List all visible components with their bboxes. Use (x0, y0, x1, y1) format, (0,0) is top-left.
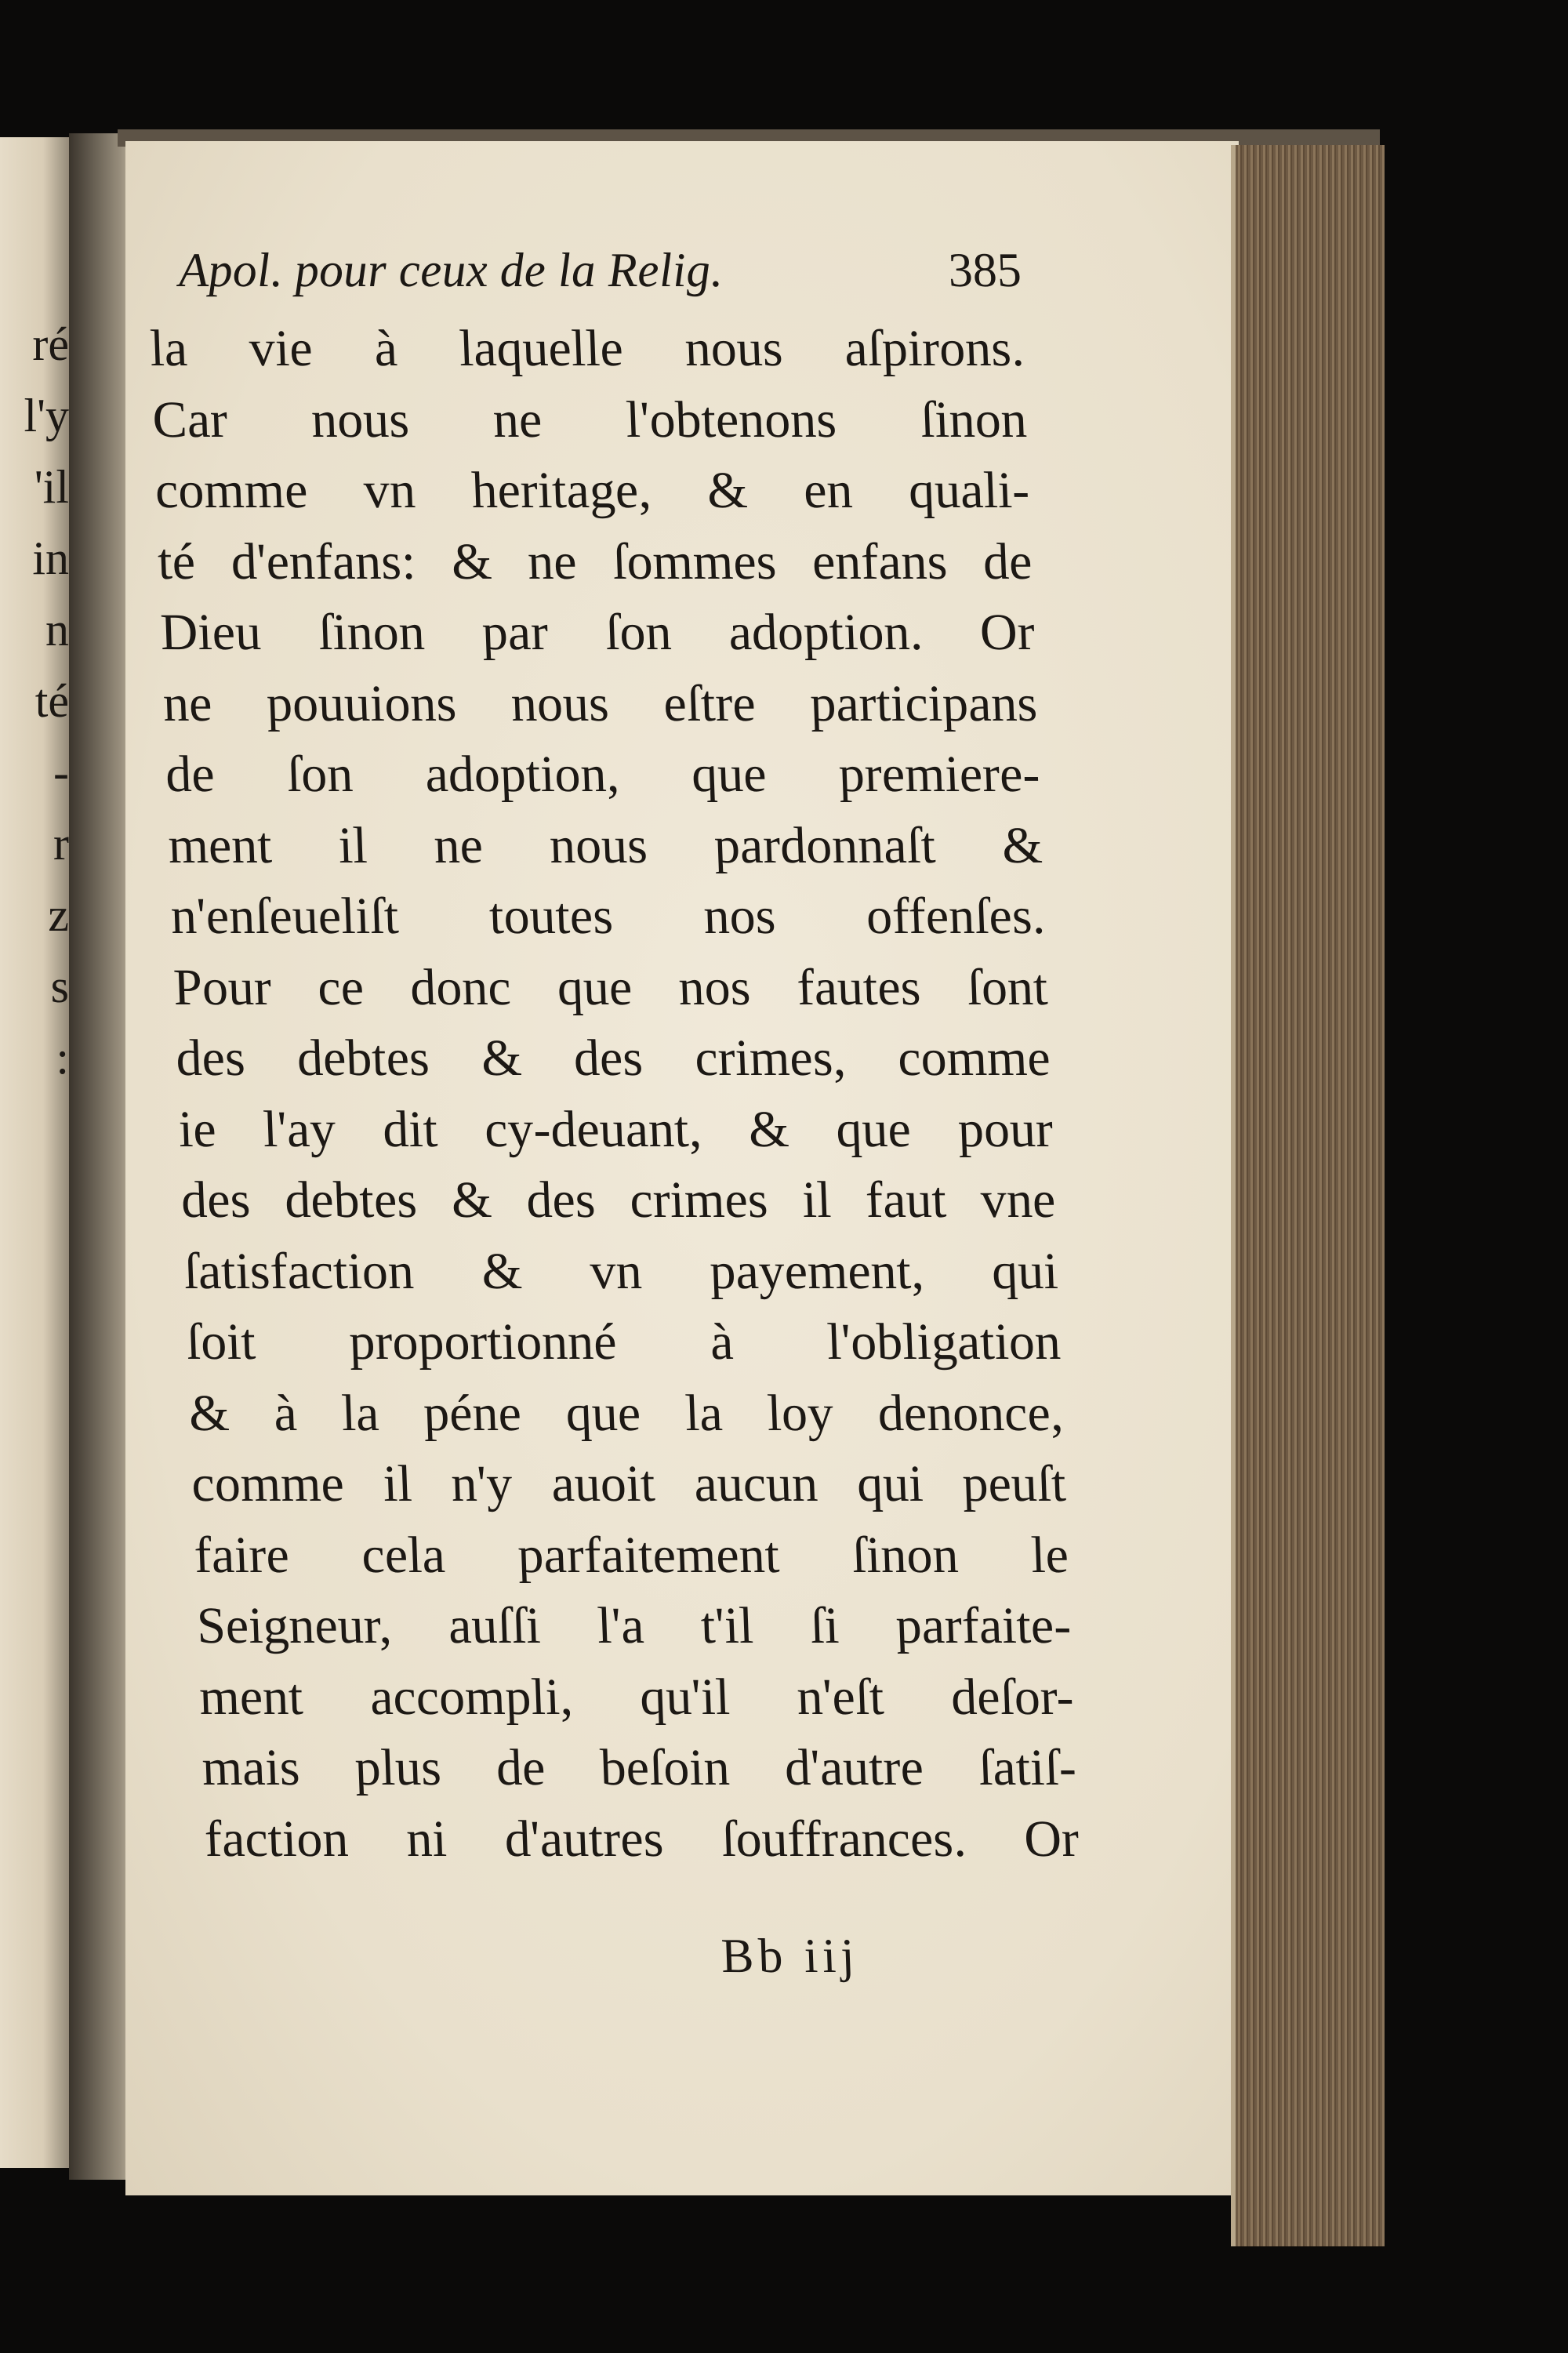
page-fore-edge (1231, 145, 1385, 2246)
text-line (180, 1165, 1056, 1236)
left-page-fragment: - (53, 746, 69, 798)
left-page-fragment: s (50, 960, 69, 1012)
text-line-content: Dieu ſinon par ſon adoption. Or (159, 604, 1036, 661)
text-line (203, 1804, 1080, 1876)
text-line (165, 739, 1041, 811)
signature-mark: Bb iij (720, 1930, 860, 1983)
text-line-content: comme vn heritage, & en quali- (154, 462, 1031, 519)
text-line-content: ſoit proportionné à l'obligation (185, 1313, 1062, 1371)
text-line (172, 953, 1049, 1024)
text-line-content: ie l'ay dit cy-deuant, & que pour (177, 1100, 1054, 1158)
text-line-content: comme il n'y auoit aucun qui peuſt (191, 1455, 1067, 1512)
text-line-content: té d'enfans: & ne ſommes enfans de (156, 532, 1033, 590)
text-line-content: de ſon adoption, que premiere- (164, 746, 1041, 803)
left-page-fragment: ré (32, 318, 69, 370)
text-line (169, 881, 1046, 953)
text-line-content: la vie à laquelle nous aſpirons. (148, 320, 1025, 377)
left-page-fragment: l'y (24, 390, 69, 441)
text-line-content: des debtes & des crimes, comme (175, 1029, 1051, 1087)
text-line-content: mais plus de beſoin d'autre ſatiſ- (201, 1739, 1078, 1796)
text-line (177, 1095, 1054, 1166)
text-line-content: faire cela parfaitement ſinon le (193, 1526, 1070, 1584)
text-line (185, 1307, 1062, 1378)
text-line (167, 811, 1044, 882)
text-line (175, 1023, 1051, 1095)
text-line-content: ment il ne nous pardonnaſt & (167, 816, 1044, 874)
text-line (151, 385, 1028, 456)
running-title: Apol. pour ceux de la Relig. (177, 244, 724, 297)
text-line (193, 1520, 1069, 1592)
left-page-fragment: in (32, 532, 69, 584)
page-number: 385 (947, 244, 1022, 297)
text-line (183, 1236, 1059, 1308)
text-line (159, 597, 1036, 669)
text-line (191, 1449, 1067, 1520)
left-page-fragment: 'il (34, 461, 69, 513)
left-page-fragment: n (45, 604, 69, 655)
text-line-content: Seigneur, auſſi l'a t'il ſi parfaite- (195, 1597, 1073, 1654)
text-line (154, 456, 1030, 527)
text-line (201, 1733, 1077, 1804)
left-page-fragment: : (56, 1032, 69, 1084)
text-line-content: n'enſeueliſt toutes nos offenſes. (169, 888, 1047, 945)
left-page-fragment: té (34, 675, 69, 727)
left-page-fragment: r (53, 818, 69, 870)
text-line (187, 1378, 1064, 1450)
body-text (149, 314, 1080, 1875)
text-line-content: des debtes & des crimes il faut vne (180, 1171, 1057, 1229)
left-page-fragment: z (48, 889, 69, 941)
text-line (162, 669, 1038, 740)
page-text-block (146, 235, 1080, 1875)
text-line-content: Car nous ne l'obtenons ſinon (151, 390, 1028, 448)
text-line-content: & à la péne que la loy denonce, (187, 1384, 1065, 1442)
text-line-content: Pour ce donc que nos fautes ſont (172, 958, 1049, 1016)
text-line-content: ſatisfaction & vn payement, qui (183, 1242, 1059, 1300)
text-line-content: faction ni d'autres ſouffrances. Or (203, 1810, 1080, 1868)
text-line (157, 527, 1033, 598)
text-line (195, 1591, 1072, 1662)
text-line-content: ne pouuions nous eſtre participans (162, 674, 1039, 732)
text-line (149, 314, 1025, 385)
text-line-content: ment accompli, qu'il n'eſt deſor- (198, 1668, 1075, 1726)
running-header (146, 235, 1023, 314)
text-line (198, 1662, 1075, 1734)
